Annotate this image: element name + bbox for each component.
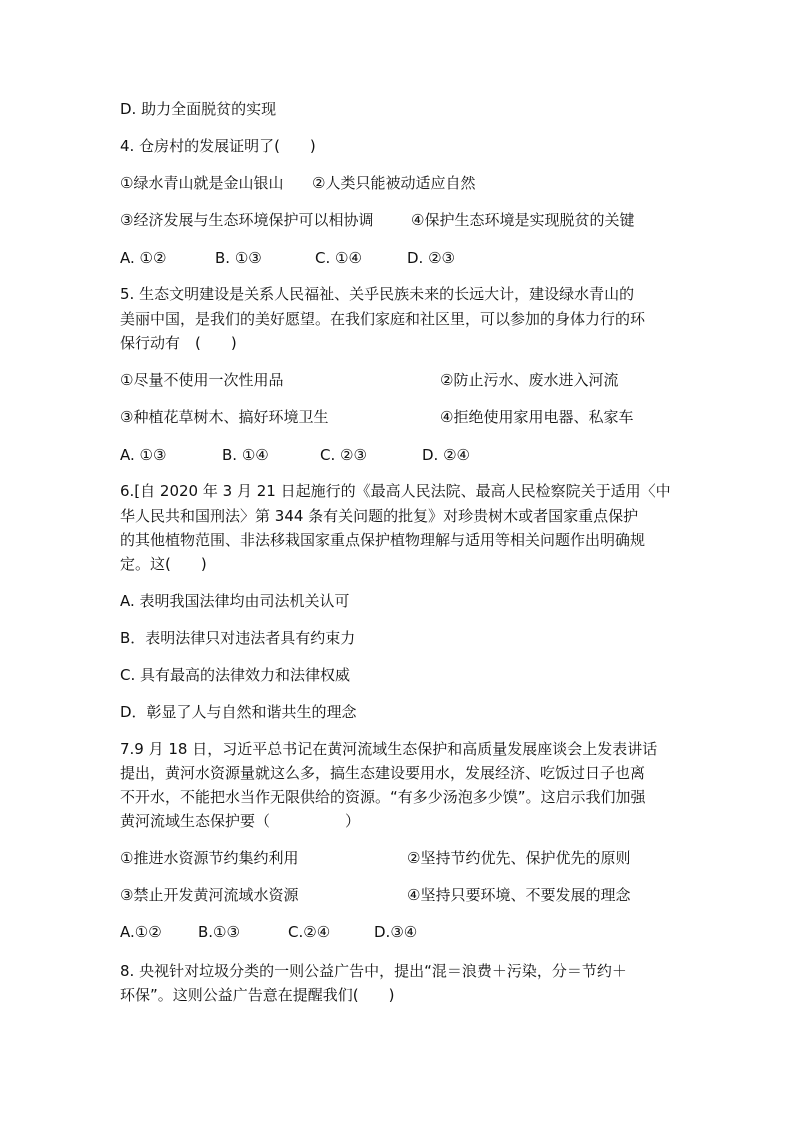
q4-option-a: A. ①② xyxy=(120,249,167,267)
q4-item-2: ②人类只能被动适应自然 xyxy=(312,174,476,192)
q6-option-b: B．表明法律只对违法者具有约束力 xyxy=(120,629,356,647)
q5-stem-line-3: 保行动有 ( ) xyxy=(120,334,237,352)
q4-stem: 4. 仓房村的发展证明了( ) xyxy=(120,137,316,155)
q6-option-a: A. 表明我国法律均由司法机关认可 xyxy=(120,592,350,610)
q5-option-b: B. ①④ xyxy=(222,446,269,464)
q4-option-d: D. ②③ xyxy=(407,249,455,267)
q7-option-c: C.②④ xyxy=(288,923,331,941)
q7-item-3: ③禁止开发黄河流域水资源 xyxy=(120,886,299,904)
q5-item-3: ③种植花草树木、搞好环境卫生 xyxy=(120,408,329,426)
q7-item-4: ④坚持只要环境、不要发展的理念 xyxy=(407,886,631,904)
q7-stem-line-2: 提出，黄河水资源量就这么多，搞生态建设要用水，发展经济、吃饭过日子也离 xyxy=(120,764,646,782)
q6-stem-line-3: 的其他植物范围、非法移栽国家重点保护植物理解与适用等相关问题作出明确规 xyxy=(120,531,646,549)
q7-option-b: B.①③ xyxy=(198,923,240,941)
q6-stem-line-2: 华人民共和国刑法〉第 344 条有关问题的批复》对珍贵树木或者国家重点保护 xyxy=(120,507,639,525)
q8-stem-line-2: 环保”。这则公益广告意在提醒我们( ) xyxy=(120,986,395,1004)
q7-item-1: ①推进水资源节约集约利用 xyxy=(120,849,299,867)
q6-stem-line-4: 定。这( ) xyxy=(120,555,207,573)
q4-option-b: B. ①③ xyxy=(215,249,262,267)
q3-option-d: D. 助力全面脱贫的实现 xyxy=(120,100,277,118)
q5-stem-line-2: 美丽中国，是我们的美好愿望。在我们家庭和社区里，可以参加的身体力行的环 xyxy=(120,310,646,328)
q5-item-1: ①尽量不使用一次性用品 xyxy=(120,371,284,389)
q4-option-c: C. ①④ xyxy=(315,249,362,267)
q7-stem-line-4: 黄河流域生态保护要（ ） xyxy=(120,812,361,830)
q7-stem-line-1: 7.9 月 18 日，习近平总书记在黄河流域生态保护和高质量发展座谈会上发表讲话 xyxy=(120,740,658,758)
q8-stem-line-1: 8. 央视针对垃圾分类的一则公益广告中，提出“混＝浪费＋污染，分＝节约＋ xyxy=(120,962,627,980)
q5-item-4: ④拒绝使用家用电器、私家车 xyxy=(440,408,634,426)
q6-option-c: C. 具有最高的法律效力和法律权威 xyxy=(120,666,351,684)
q5-option-a: A. ①③ xyxy=(120,446,167,464)
q7-option-d: D.③④ xyxy=(374,923,418,941)
q6-option-d: D．彰显了人与自然和谐共生的理念 xyxy=(120,703,357,721)
q5-option-c: C. ②③ xyxy=(320,446,367,464)
q4-item-4: ④保护生态环境是实现脱贫的关键 xyxy=(411,211,635,229)
q6-stem-line-1: 6.[自 2020 年 3 月 21 日起施行的《最高人民法院、最高人民检察院关于适用〈中 xyxy=(120,482,671,500)
q4-item-3: ③经济发展与生态环境保护可以相协调 xyxy=(120,211,374,229)
q5-option-d: D. ②④ xyxy=(422,446,470,464)
q7-option-a: A.①② xyxy=(120,923,162,941)
q7-item-2: ②坚持节约优先、保护优先的原则 xyxy=(407,849,631,867)
q5-stem-line-1: 5. 生态文明建设是关系人民福祉、关乎民族未来的长远大计，建设绿水青山的 xyxy=(120,285,635,303)
q5-item-2: ②防止污水、废水进入河流 xyxy=(440,371,619,389)
q4-item-1: ①绿水青山就是金山银山 xyxy=(120,174,284,192)
q7-stem-line-3: 不开水，不能把水当作无限供给的资源。“有多少汤泡多少馍”。这启示我们加强 xyxy=(120,788,646,806)
